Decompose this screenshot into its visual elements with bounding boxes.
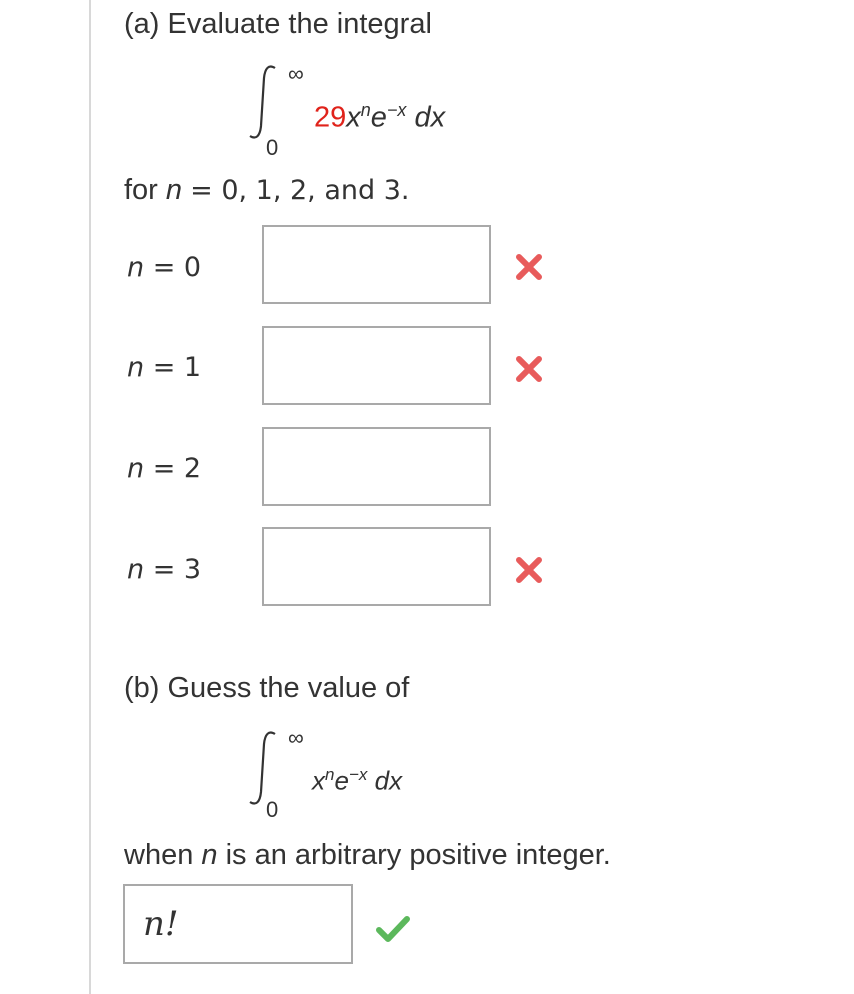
when-text: when n is an arbitrary positive integer. <box>124 839 611 871</box>
lower-limit-a: 0 <box>266 135 279 160</box>
answer-value: n! <box>143 904 179 944</box>
x-mark-icon <box>514 354 544 384</box>
left-border <box>89 0 91 994</box>
answer-input-n3[interactable] <box>262 527 491 606</box>
row-label-n0: n = 0 <box>127 252 202 283</box>
upper-limit-a: ∞ <box>288 61 304 86</box>
row-label-n1: n = 1 <box>127 352 202 383</box>
for-n-text: for n = 0, 1, 2, and 3. <box>124 174 410 206</box>
answer-input-n0[interactable] <box>262 225 491 304</box>
integrand-b: $x^ne^{-x}$ dx <box>312 765 403 796</box>
integrand-a: $29x^ne^{-x}$ dx <box>314 100 446 134</box>
coefficient: 29 <box>314 101 347 134</box>
integral-sign-b <box>245 728 285 808</box>
answer-input-n1[interactable] <box>262 326 491 405</box>
x-mark-icon <box>514 555 544 585</box>
upper-limit-b: ∞ <box>288 725 304 750</box>
check-mark-icon <box>376 915 410 943</box>
part-b-heading: (b) Guess the value of <box>124 672 410 704</box>
x-mark-icon <box>514 252 544 282</box>
part-a-heading: (a) Evaluate the integral <box>124 8 432 40</box>
answer-input-n2[interactable] <box>262 427 491 506</box>
lower-limit-b: 0 <box>266 797 279 822</box>
row-label-n3: n = 3 <box>127 554 202 585</box>
answer-input-b[interactable] <box>123 884 353 964</box>
row-label-n2: n = 2 <box>127 453 202 484</box>
integral-sign-a <box>245 62 285 142</box>
